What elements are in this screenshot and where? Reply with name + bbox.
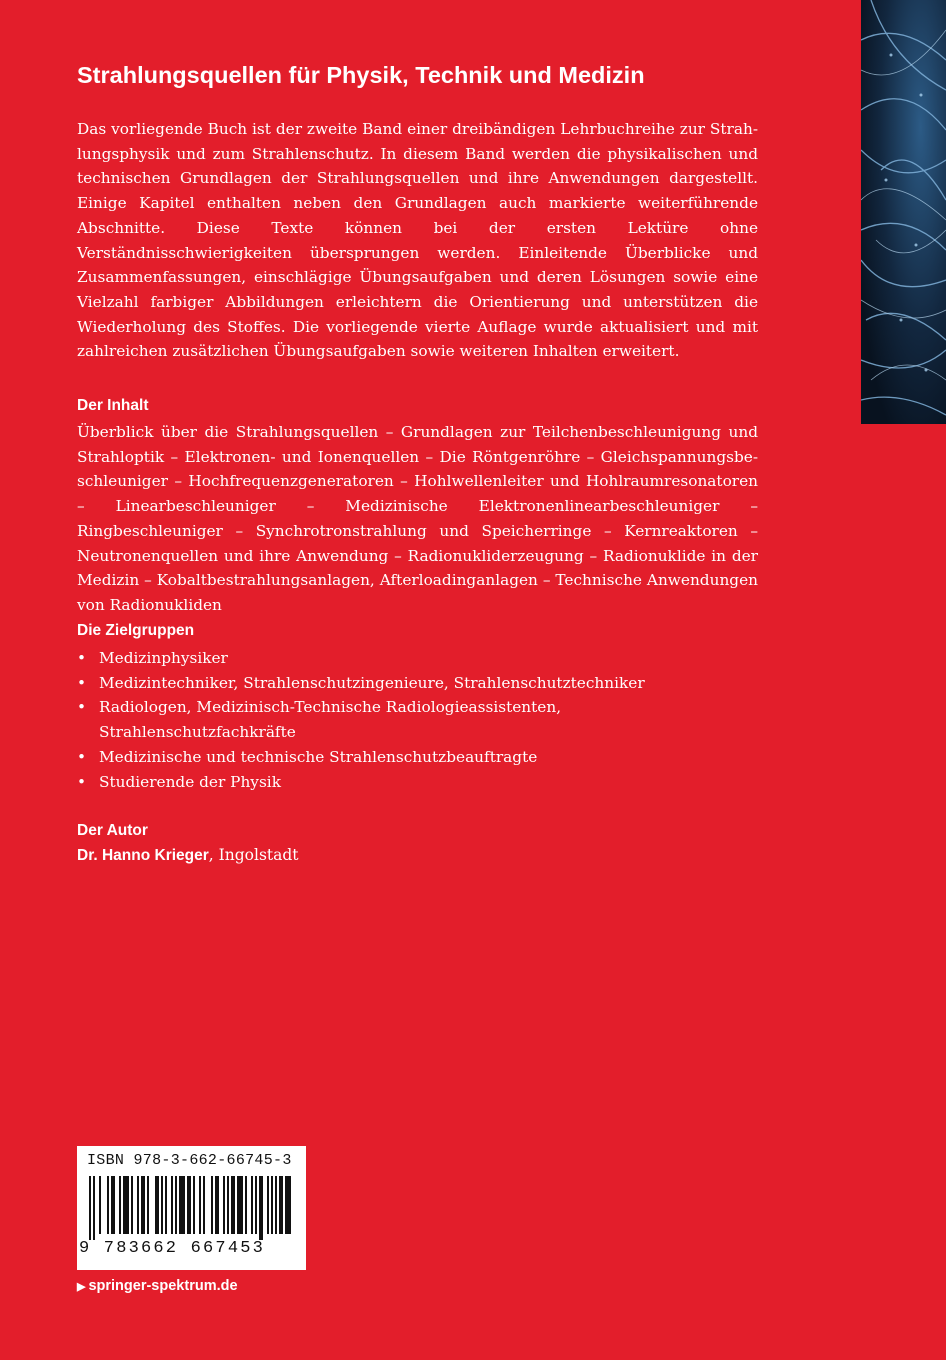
barcode-bar (227, 1176, 229, 1234)
content-heading: Der Inhalt (77, 397, 149, 414)
content-paragraph: Überblick über die Strahlungsquellen – Grundlagen zur Teilchenbeschleunigung und Strahloptik – Elektronen- und Ionenquellen – Die Röntgenröhre – Gleichspannungsbeschleuniger – Hochfrequenzgeneratoren – Hohlwellenleiter und Hohlraumresonatoren – Linearbeschleuniger – Medizinische Elektronenlinearbeschleuniger – Ringbeschleuniger – Synchrotronstrahlung und Speicherringe – Kernreaktoren – Neutronenquellen und ihre Anwendung – Radionukliderzeugung – Radionuklide in der Medizin – Kobaltbestrahlungsanlagen, Afterloadinganlagen – Technische Anwendungen von Radionukliden (77, 423, 758, 614)
barcode-bar (89, 1176, 91, 1240)
barcode-bar (223, 1176, 225, 1234)
list-item: • Radiologen, Medizinisch-Technische Radiologieassistenten, Strahlenschutzfachkräfte (77, 695, 599, 744)
barcode-bar (259, 1176, 263, 1240)
barcode-bar (111, 1176, 115, 1234)
bullet-icon: • (77, 747, 87, 766)
barcode-bar (155, 1176, 159, 1234)
author-heading: Der Autor (77, 822, 148, 839)
barcode-bar (245, 1176, 247, 1234)
barcode-bar (175, 1176, 177, 1234)
author-name: Dr. Hanno Krieger (77, 847, 209, 864)
barcode-bar (255, 1176, 257, 1234)
barcode-bar (137, 1176, 139, 1234)
author-line (77, 846, 299, 865)
barcode-bar (131, 1176, 133, 1234)
barcode-bar (215, 1176, 219, 1234)
isbn-label: ISBN 978-3-662-66745-3 (87, 1152, 292, 1169)
description-paragraph: Das vorliegende Buch ist der zweite Band einer dreibändigen Lehrbuchreihe zur Strahlungsphysik und zum Strahlenschutz. In diesem Band werden die physikalischen und technischen Grundlagen der Strahlungsquellen und ihre Anwendungen dargestellt. Einige Kapitel enthalten neben den Grundlagen auch markierte weiterführende Abschnitte. Diese Texte können bei der ersten Lektüre ohne Verständnisschwierigkeiten übersprungen werden. Einleitende Überblicke und Zusammenfassungen, einschlägige Übungsaufgaben und deren Lösungen sowie eine Vielzahl farbiger Abbildungen erleichtern die Orientierung und unterstützen die Wiederholung des Stoffes. Die vorliegende vierte Auflage wurde aktualisiert und mit zahlreichen zusätzlichen Übungsaufgaben sowie weiteren Inhalten erweitert. (77, 120, 758, 361)
list-item: • Medizinische und technische Strahlenschutzbeauftragte (77, 745, 717, 770)
barcode-bar (107, 1176, 109, 1234)
barcode-bar (123, 1176, 129, 1234)
wire-photo-graphic (861, 0, 946, 424)
audience-list (77, 646, 717, 794)
arrow-icon: ▶ (77, 1281, 86, 1293)
url-text: springer-spektrum.de (88, 1278, 238, 1294)
list-item: • Medizintechniker, Strahlenschutzingenieure, Strahlenschutztechniker (77, 671, 717, 696)
barcode-bar (99, 1176, 101, 1234)
barcode-bar (267, 1176, 269, 1234)
barcode-bar (119, 1176, 121, 1234)
barcode-bar (271, 1176, 273, 1234)
barcode-bar (199, 1176, 201, 1234)
barcode-bar (171, 1176, 173, 1234)
publisher-url[interactable] (77, 1278, 238, 1294)
barcode (77, 1146, 306, 1270)
barcode-bar (141, 1176, 145, 1234)
barcode-bar (279, 1176, 283, 1234)
barcode-bar (251, 1176, 253, 1234)
barcode-bar (203, 1176, 205, 1234)
barcode-bar (147, 1176, 149, 1234)
barcode-bar (211, 1176, 213, 1234)
barcode-bar (187, 1176, 191, 1234)
bullet-icon: • (77, 698, 87, 717)
barcode-bar (179, 1176, 185, 1234)
cover-photo-strip (861, 0, 946, 424)
list-item: • Studierende der Physik (77, 770, 717, 795)
barcode-bar (285, 1176, 291, 1234)
barcode-bar (165, 1176, 167, 1234)
bullet-icon: • (77, 673, 87, 692)
author-location: , Ingolstadt (208, 846, 299, 864)
audience-heading: Die Zielgruppen (77, 622, 195, 639)
barcode-bar (93, 1176, 95, 1240)
bullet-icon: • (77, 649, 87, 667)
barcode-bar (193, 1176, 195, 1234)
back-cover-title: Strahlungsquellen für Physik, Technik und Medizin (77, 62, 645, 88)
barcode-bar (161, 1176, 163, 1234)
bullet-icon: • (77, 772, 87, 791)
barcode-bars (89, 1176, 294, 1240)
barcode-bar (231, 1176, 235, 1234)
ean-digits: 9 783662 667453 (79, 1239, 266, 1258)
barcode-bar (275, 1176, 277, 1234)
barcode-bar (237, 1176, 243, 1234)
list-item: • Medizinphysiker (77, 646, 717, 671)
